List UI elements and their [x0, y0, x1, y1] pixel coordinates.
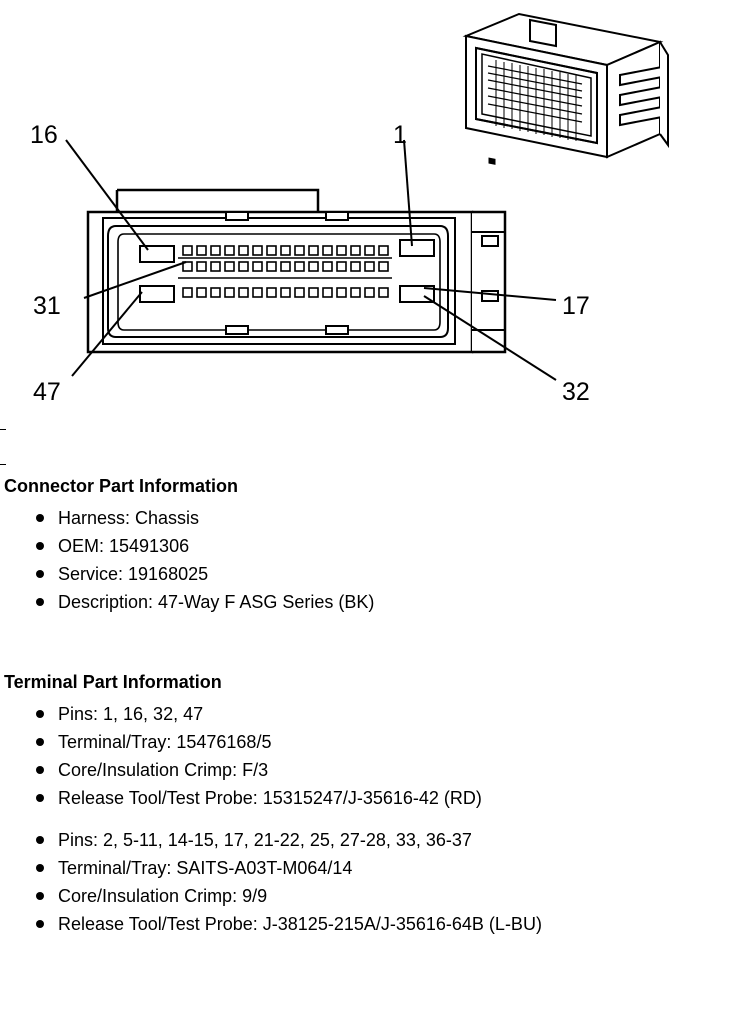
bullet-icon	[36, 570, 44, 578]
list-item	[0, 731, 752, 753]
list-item-label: Description: 47-Way F ASG Series (BK)	[58, 592, 375, 612]
bullet-icon	[36, 514, 44, 522]
bullet-icon	[36, 710, 44, 718]
bullet-icon	[36, 920, 44, 928]
list-item	[0, 703, 752, 725]
list-item	[0, 507, 752, 529]
list-item	[0, 759, 752, 781]
bullet-icon	[36, 794, 44, 802]
terminal-part-information-list-group-one	[0, 703, 752, 809]
callout-label-31: 31	[33, 292, 61, 320]
list-item-label: Service: 19168025	[58, 564, 209, 584]
terminal-part-information-title: Terminal Part Information	[4, 672, 222, 692]
bullet-icon	[36, 836, 44, 844]
callout-label-47: 47	[33, 378, 61, 406]
list-item	[0, 885, 752, 907]
list-item-label: Terminal/Tray: SAITS-A03T-M064/14	[58, 858, 353, 878]
list-item-label: Pins: 1, 16, 32, 47	[58, 704, 204, 724]
list-item-label: Pins: 2, 5-11, 14-15, 17, 21-22, 25, 27-28, 33, 36-37	[58, 830, 472, 850]
list-group-separator	[0, 815, 752, 829]
bullet-icon	[36, 766, 44, 774]
connector-diagram-svg	[0, 0, 752, 430]
connector-front-view	[88, 190, 505, 352]
list-item-label: OEM: 15491306	[58, 536, 190, 556]
bullet-icon	[36, 542, 44, 550]
connector-part-information-list	[0, 507, 752, 613]
callout-label-16: 16	[30, 121, 58, 149]
bullet-icon	[36, 864, 44, 872]
connector-diagram	[0, 0, 752, 430]
list-item	[0, 829, 752, 851]
connector-3d-view	[466, 14, 668, 164]
list-item-label: Terminal/Tray: 15476168/5	[58, 732, 272, 752]
terminal-part-information-list-group-two	[0, 829, 752, 935]
list-item	[0, 857, 752, 879]
connector-part-information-section	[0, 476, 752, 619]
list-item-label: Core/Insulation Crimp: F/3	[58, 760, 269, 780]
list-item-label: Harness: Chassis	[58, 508, 200, 528]
list-item	[0, 535, 752, 557]
callout-label-17: 17	[562, 292, 590, 320]
list-item-label: Release Tool/Test Probe: 15315247/J-35616-42 (RD)	[58, 788, 482, 808]
list-item	[0, 563, 752, 585]
list-item-label: Core/Insulation Crimp: 9/9	[58, 886, 268, 906]
margin-tick-top	[0, 429, 6, 430]
list-item	[0, 787, 752, 809]
bullet-icon	[36, 598, 44, 606]
margin-tick-bottom	[0, 464, 6, 465]
callout-label-32: 32	[562, 378, 590, 406]
terminal-part-information-section	[0, 672, 752, 941]
callout-label-1: 1	[393, 121, 407, 149]
list-item	[0, 913, 752, 935]
bullet-icon	[36, 738, 44, 746]
bullet-icon	[36, 892, 44, 900]
list-item	[0, 591, 752, 613]
connector-part-information-title: Connector Part Information	[4, 476, 239, 496]
list-item-label: Release Tool/Test Probe: J-38125-215A/J-35616-64B (L-BU)	[58, 914, 542, 934]
